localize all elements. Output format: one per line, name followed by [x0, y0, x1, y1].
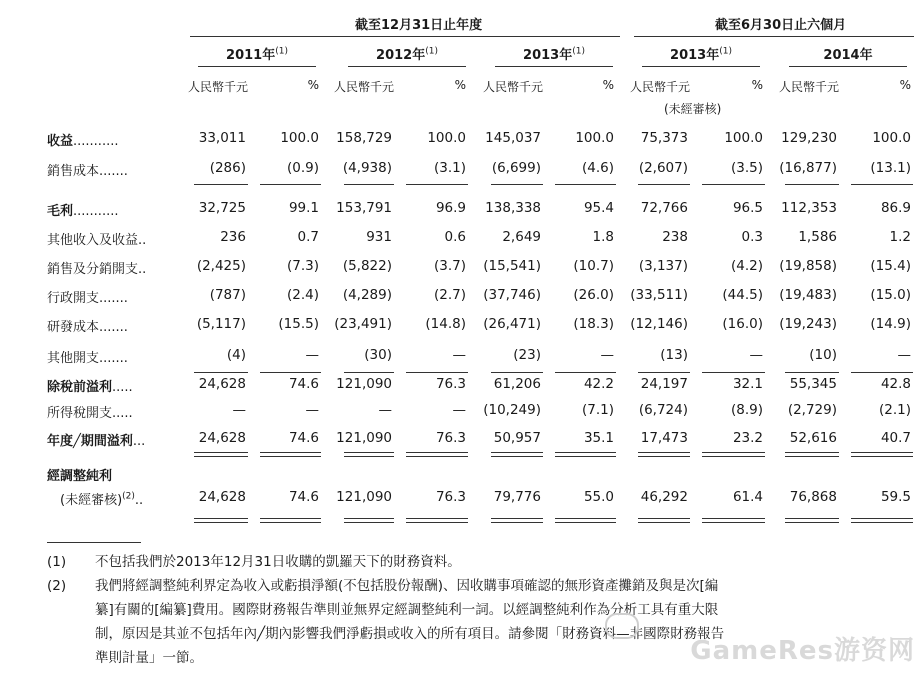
row-label: 毛利........... — [47, 204, 119, 219]
year-header: 2014年 — [823, 48, 873, 63]
year-underline — [198, 66, 316, 67]
table-cell: 1,586 — [798, 229, 837, 245]
row-rule — [194, 452, 248, 453]
row-rule — [638, 372, 690, 373]
table-cell: 46,292 — [640, 489, 688, 505]
table-cell: (23,491) — [334, 316, 392, 332]
unit-percent: % — [751, 78, 763, 92]
row-rule — [406, 372, 468, 373]
table-cell: 74.6 — [288, 430, 319, 446]
row-rule — [702, 452, 765, 453]
table-cell: 74.6 — [288, 489, 319, 505]
table-cell: (3.5) — [730, 160, 763, 176]
year-underline — [348, 66, 466, 67]
year-header: 2011年$^{(1)}$ — [226, 46, 288, 63]
table-cell: 238 — [662, 229, 688, 245]
table-cell: (14.9) — [870, 316, 911, 332]
table-cell: 79,776 — [493, 489, 541, 505]
row-label: 行政開支....... — [47, 291, 128, 306]
table-cell: (3.7) — [433, 258, 466, 274]
row-rule — [555, 372, 616, 373]
table-cell: (4) — [226, 347, 246, 363]
table-cell: (3.1) — [433, 160, 466, 176]
row-rule — [344, 372, 394, 373]
row-rule — [638, 452, 690, 453]
table-cell: (16.0) — [722, 316, 763, 332]
table-cell: 72,766 — [640, 200, 688, 216]
table-cell: (0.9) — [286, 160, 319, 176]
row-rule — [406, 452, 468, 453]
table-cell: 99.1 — [288, 200, 319, 216]
table-cell: (16,877) — [779, 160, 837, 176]
table-cell: (14.8) — [425, 316, 466, 332]
row-rule — [555, 452, 616, 453]
table-cell: (26.0) — [573, 287, 614, 303]
table-cell: (19,483) — [779, 287, 837, 303]
row-rule — [702, 456, 765, 457]
row-rule — [555, 184, 616, 185]
table-cell: 33,011 — [198, 130, 246, 146]
table-cell: 74.6 — [288, 376, 319, 392]
row-rule — [785, 522, 839, 523]
table-cell: 1.8 — [592, 229, 614, 245]
row-label: 年度╱期間溢利... — [47, 434, 146, 449]
table-cell: 42.2 — [583, 376, 614, 392]
row-rule — [851, 452, 913, 453]
row-rule — [491, 452, 543, 453]
table-cell: (15.5) — [278, 316, 319, 332]
row-rule — [638, 456, 690, 457]
table-cell: 96.9 — [435, 200, 466, 216]
row-rule — [344, 522, 394, 523]
table-cell: (18.3) — [573, 316, 614, 332]
table-cell: 100.0 — [872, 130, 911, 146]
row-rule — [851, 184, 913, 185]
row-rule — [260, 456, 321, 457]
row-rule — [638, 522, 690, 523]
watermark-logo-icon — [605, 613, 639, 639]
row-label: 研發成本....... — [47, 320, 128, 335]
table-cell: 2,649 — [502, 229, 541, 245]
row-rule — [406, 518, 468, 519]
table-cell: (2.7) — [433, 287, 466, 303]
footnote-marker: (1) — [47, 554, 67, 570]
unit-percent: % — [454, 78, 466, 92]
table-cell: (26,471) — [483, 316, 541, 332]
header-interim-group: 截至6月30日止六個月 — [715, 18, 847, 33]
table-cell: (2,729) — [787, 402, 837, 418]
table-cell: (2.1) — [878, 402, 911, 418]
table-cell: 931 — [366, 229, 392, 245]
table-cell: (10) — [809, 347, 837, 363]
table-cell: 40.7 — [880, 430, 911, 446]
row-rule — [785, 518, 839, 519]
unit-rmb: 人民幣千元 — [779, 80, 840, 94]
row-rule — [785, 456, 839, 457]
header-annual-group: 截至12月31日止年度 — [355, 18, 483, 33]
row-rule — [406, 184, 468, 185]
unit-rmb: 人民幣千元 — [630, 80, 691, 94]
row-rule — [491, 518, 543, 519]
row-rule — [344, 518, 394, 519]
year-underline — [789, 66, 907, 67]
footnote-text: 制，原因是其並不包括年內╱期內影響我們淨虧損或收入的所有項目。請參閱「財務資料—非國際財務報告 — [95, 626, 725, 642]
table-cell: (13.1) — [870, 160, 911, 176]
table-cell: 100.0 — [724, 130, 763, 146]
table-cell: (30) — [364, 347, 392, 363]
row-rule — [194, 518, 248, 519]
table-cell: 138,338 — [485, 200, 541, 216]
year-header: 2012年$^{(1)}$ — [376, 46, 438, 63]
row-rule — [491, 522, 543, 523]
table-cell: (10,249) — [483, 402, 541, 418]
table-cell: 55,345 — [789, 376, 837, 392]
row-rule — [194, 456, 248, 457]
table-cell: — — [600, 347, 614, 363]
row-rule — [555, 518, 616, 519]
table-cell: 23.2 — [732, 430, 763, 446]
row-rule — [260, 518, 321, 519]
table-cell: 129,230 — [781, 130, 837, 146]
table-cell: 121,090 — [336, 430, 392, 446]
table-cell: 0.7 — [297, 229, 319, 245]
row-rule — [555, 522, 616, 523]
footnote-text: 不包括我們於2013年12月31日收購的凱羅天下的財務資料。 — [95, 554, 461, 570]
row-rule — [785, 372, 839, 373]
table-cell: 32.1 — [732, 376, 763, 392]
row-label: 除稅前溢利..... — [47, 380, 133, 395]
row-rule — [638, 518, 690, 519]
table-cell: 35.1 — [583, 430, 614, 446]
row-rule — [344, 452, 394, 453]
table-cell: (7.1) — [581, 402, 614, 418]
table-cell: 24,197 — [640, 376, 688, 392]
table-cell: — — [452, 402, 466, 418]
table-cell: 100.0 — [280, 130, 319, 146]
table-cell: 75,373 — [640, 130, 688, 146]
table-cell: — — [452, 347, 466, 363]
row-rule — [638, 184, 690, 185]
table-cell: 52,616 — [789, 430, 837, 446]
row-rule — [702, 522, 765, 523]
row-label: 銷售及分銷開支.. — [47, 262, 147, 277]
table-cell: 100.0 — [427, 130, 466, 146]
row-rule — [851, 456, 913, 457]
table-cell: 76.3 — [435, 376, 466, 392]
row-rule — [344, 456, 394, 457]
table-cell: 17,473 — [640, 430, 688, 446]
footnote-marker: (2) — [47, 578, 67, 594]
row-rule — [555, 456, 616, 457]
table-cell: (6,699) — [491, 160, 541, 176]
table-cell: (13) — [660, 347, 688, 363]
table-cell: (19,858) — [779, 258, 837, 274]
table-cell: 42.8 — [880, 376, 911, 392]
table-cell: (19,243) — [779, 316, 837, 332]
row-rule — [491, 456, 543, 457]
unaudited-note: (未經審核) — [664, 102, 722, 116]
table-cell: 50,957 — [493, 430, 541, 446]
row-rule — [491, 372, 543, 373]
watermark: GameRes游资网 — [690, 636, 915, 666]
table-cell: (4.2) — [730, 258, 763, 274]
table-cell: 0.3 — [741, 229, 763, 245]
table-cell: 76,868 — [789, 489, 837, 505]
table-cell: (33,511) — [630, 287, 688, 303]
table-cell: 24,628 — [198, 376, 246, 392]
adjusted-label: 經調整純利 — [47, 469, 113, 484]
table-cell: 76.3 — [435, 430, 466, 446]
table-cell: 158,729 — [336, 130, 392, 146]
year-underline — [495, 66, 613, 67]
table-cell: (44.5) — [722, 287, 763, 303]
row-rule — [702, 372, 765, 373]
row-rule — [194, 372, 248, 373]
table-cell: 55.0 — [583, 489, 614, 505]
table-cell: 112,353 — [781, 200, 837, 216]
table-cell: 153,791 — [336, 200, 392, 216]
table-cell: (4,289) — [342, 287, 392, 303]
table-cell: 86.9 — [880, 200, 911, 216]
row-rule — [194, 184, 248, 185]
row-rule — [260, 184, 321, 185]
table-cell: — — [749, 347, 763, 363]
row-rule — [702, 518, 765, 519]
table-cell: (3,137) — [638, 258, 688, 274]
footnote-text: 纂]有關的[編纂]費用。國際財務報告準則並無界定經調整純利一詞。以經調整純利作為分析工具有重大限 — [95, 602, 719, 618]
table-cell: (12,146) — [630, 316, 688, 332]
table-cell: (10.7) — [573, 258, 614, 274]
table-cell: 24,628 — [198, 430, 246, 446]
table-cell: 121,090 — [336, 489, 392, 505]
unit-percent: % — [899, 78, 911, 92]
unit-rmb: 人民幣千元 — [483, 80, 544, 94]
unit-rmb: 人民幣千元 — [188, 80, 249, 94]
table-cell: — — [378, 402, 392, 418]
table-cell: 32,725 — [198, 200, 246, 216]
row-label: 所得稅開支..... — [47, 406, 133, 421]
row-rule — [851, 518, 913, 519]
unit-percent: % — [307, 78, 319, 92]
table-cell: (4.6) — [581, 160, 614, 176]
table-cell: — — [232, 402, 246, 418]
table-cell: (15.0) — [870, 287, 911, 303]
unit-percent: % — [602, 78, 614, 92]
table-cell: 95.4 — [583, 200, 614, 216]
row-rule — [406, 456, 468, 457]
table-cell: 59.5 — [880, 489, 911, 505]
table-cell: 1.2 — [889, 229, 911, 245]
row-rule — [851, 522, 913, 523]
row-label: 收益........... — [47, 134, 119, 149]
table-cell: 100.0 — [575, 130, 614, 146]
table-cell: 236 — [220, 229, 246, 245]
table-cell: — — [897, 347, 911, 363]
table-cell: (6,724) — [638, 402, 688, 418]
row-rule — [194, 522, 248, 523]
table-cell: (15.4) — [870, 258, 911, 274]
row-rule — [406, 522, 468, 523]
table-cell: 0.6 — [444, 229, 466, 245]
table-cell: (2,425) — [196, 258, 246, 274]
table-cell: (23) — [513, 347, 541, 363]
row-rule — [851, 372, 913, 373]
table-cell: 76.3 — [435, 489, 466, 505]
table-cell: (37,746) — [483, 287, 541, 303]
table-cell: (15,541) — [483, 258, 541, 274]
row-label: 銷售成本....... — [47, 164, 128, 179]
row-rule — [260, 522, 321, 523]
table-cell: 24,628 — [198, 489, 246, 505]
table-cell: 96.5 — [732, 200, 763, 216]
table-cell: (2.4) — [286, 287, 319, 303]
table-cell: (787) — [209, 287, 246, 303]
table-cell: (5,117) — [196, 316, 246, 332]
table-cell: 61,206 — [493, 376, 541, 392]
table-cell: (286) — [209, 160, 246, 176]
table-cell: — — [305, 347, 319, 363]
row-rule — [260, 452, 321, 453]
adjusted-sublabel: (未經審核)$^{(2)}$.. — [60, 491, 144, 508]
row-rule — [344, 184, 394, 185]
row-label: 其他開支....... — [47, 351, 128, 366]
table-cell: (2,607) — [638, 160, 688, 176]
table-cell: 121,090 — [336, 376, 392, 392]
row-rule — [491, 184, 543, 185]
footnote-text: 我們將經調整純利界定為收入或虧損淨額(不包括股份報酬)、因收購事項確認的無形資產攤銷及與是次[編 — [95, 578, 719, 594]
row-rule — [785, 184, 839, 185]
table-cell: (4,938) — [342, 160, 392, 176]
table-cell: (7.3) — [286, 258, 319, 274]
year-underline — [642, 66, 760, 67]
row-rule — [785, 452, 839, 453]
row-label: 其他收入及收益.. — [47, 233, 147, 248]
unit-rmb: 人民幣千元 — [334, 80, 395, 94]
row-rule — [702, 184, 765, 185]
table-cell: 61.4 — [732, 489, 763, 505]
year-header: 2013年$^{(1)}$ — [670, 46, 732, 63]
footnote-text: 準則計量」一節。 — [95, 650, 203, 666]
table-cell: 145,037 — [485, 130, 541, 146]
table-cell: (5,822) — [342, 258, 392, 274]
table-cell: (8.9) — [730, 402, 763, 418]
table-cell: — — [305, 402, 319, 418]
row-rule — [260, 372, 321, 373]
year-header: 2013年$^{(1)}$ — [523, 46, 585, 63]
